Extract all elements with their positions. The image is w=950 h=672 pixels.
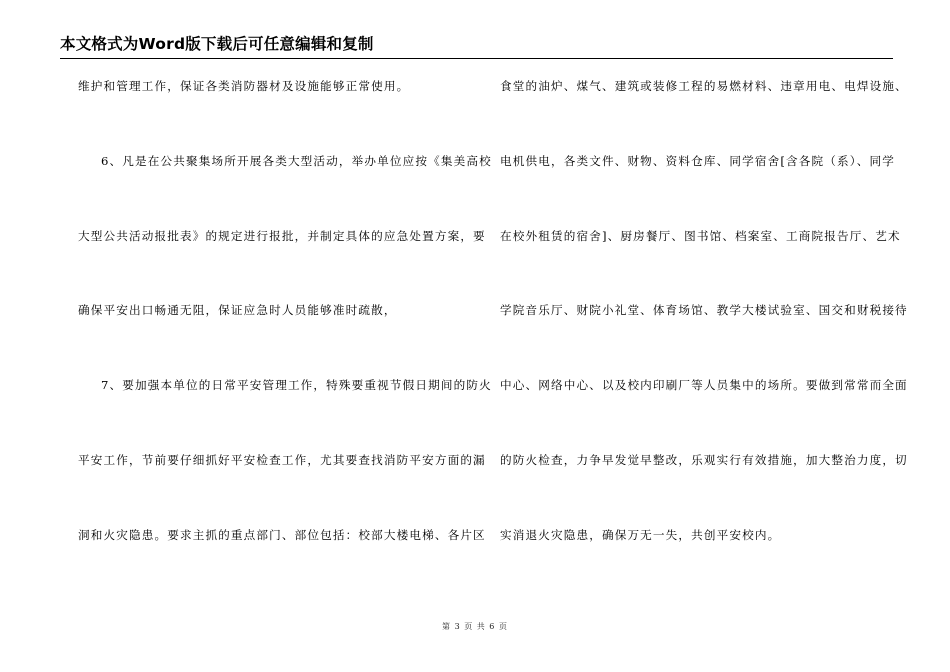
- right-line-3: 在校外租赁的宿舍]、厨房餐厅、图书馆、档案室、工商院报告厅、艺术: [500, 229, 901, 243]
- header-title: 本文格式为Word版下载后可任意编辑和复制: [60, 35, 374, 53]
- right-line-5: 中心、网络中心、以及校内印刷厂等人员集中的场所。要做到常常而全面: [500, 378, 908, 392]
- right-line-2: 电机供电，各类文件、财物、资料仓库、同学宿舍[含各院（系）、同学: [500, 154, 895, 168]
- left-line-1: 维护和管理工作，保证各类消防器材及设施能够正常使用。: [78, 79, 410, 93]
- left-line-6: 平安工作，节前要仔细抓好平安检查工作，尤其要查找消防平安方面的漏: [78, 453, 486, 467]
- left-line-2: 6、凡是在公共聚集场所开展各类大型活动，举办单位应按《集美高校: [101, 154, 492, 168]
- right-line-7: 实消退火灾隐患，确保万无一失，共创平安校内。: [500, 528, 781, 542]
- left-line-7: 洞和火灾隐患。要求主抓的重点部门、部位包括：校部大楼电梯、各片区: [78, 528, 486, 542]
- left-line-4: 确保平安出口畅通无阻，保证应急时人员能够准时疏散，: [78, 303, 397, 317]
- left-line-3: 大型公共活动报批表》的规定进行报批，并制定具体的应急处置方案，要: [78, 229, 486, 243]
- right-line-4: 学院音乐厅、财院小礼堂、体育场馆、教学大楼试验室、国交和财税接待: [500, 303, 908, 317]
- page-number: 第 3 页 共 6 页: [442, 622, 508, 631]
- right-line-6: 的防火检查，力争早发觉早整改，乐观实行有效措施，加大整治力度，切: [500, 453, 908, 467]
- right-line-1: 食堂的油炉、煤气、建筑或装修工程的易燃材料、违章用电、电焊设施、: [500, 79, 908, 93]
- document-header: [60, 30, 893, 59]
- left-line-5: 7、要加强本单位的日常平安管理工作，特殊要重视节假日期间的防火: [101, 378, 492, 392]
